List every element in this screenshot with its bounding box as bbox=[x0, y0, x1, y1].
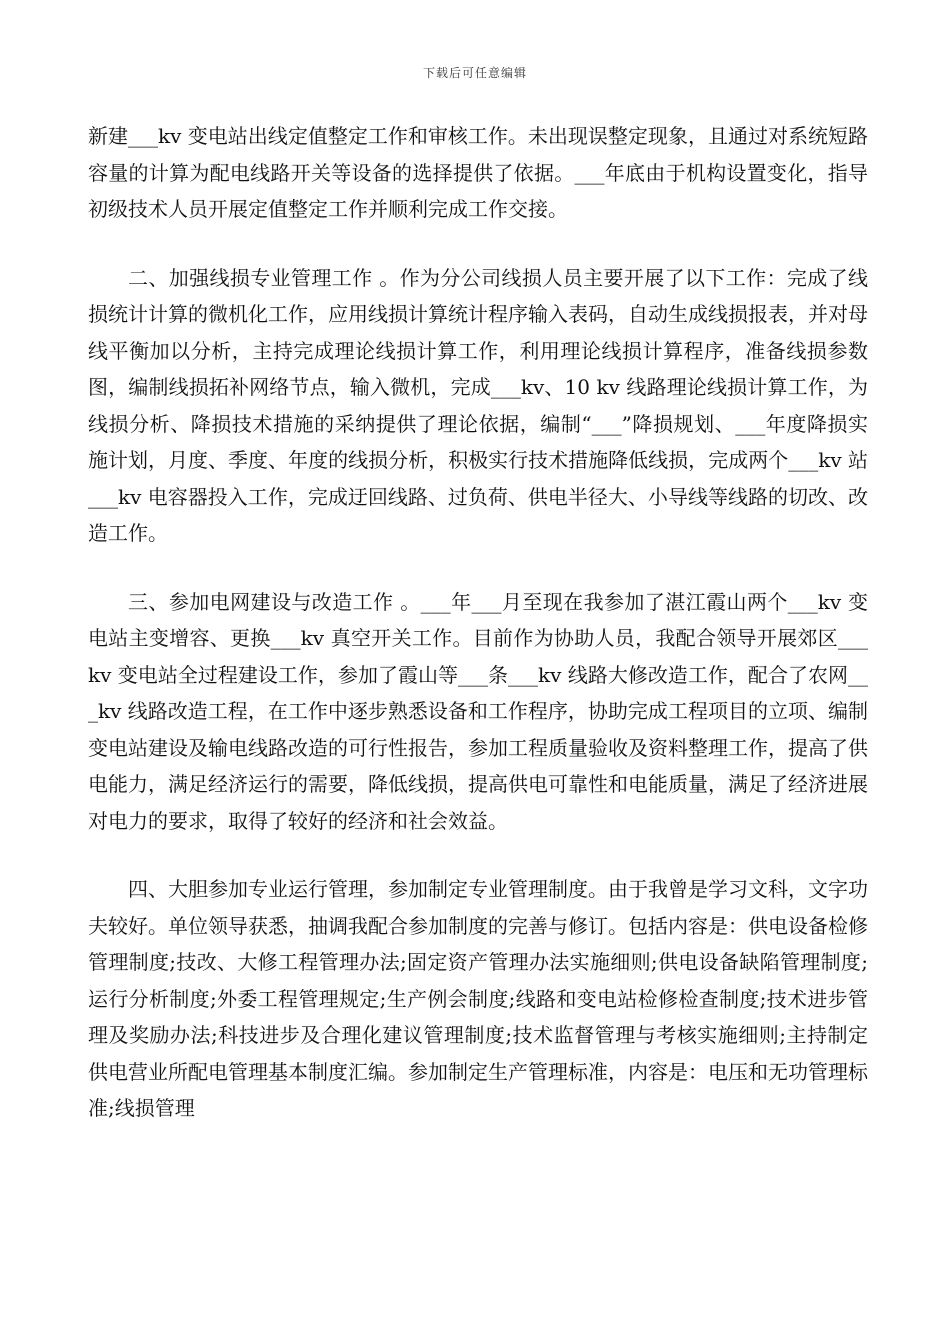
paragraph-line-loss: 二、加强线损专业管理工作 。作为分公司线损人员主要开展了以下工作：完成了线损统计计算的微机化工作，应用线损计算统计程序输入表码，自动生成线损报表，并对母线平衡加以分析，主持完成理论线损计算工作，利用理论线损计算程序，准备线损参数图，编制线损拓补网络节点，输入微机，完成___kv、10 kv 线路理论线损计算工作，为线损分析、降损技术措施的采纳提供了理论依据，编制“___”降损规划、___年度降损实施计划，月度、季度、年度的线损分析，积极实行技术措施降低线损，完成两个___kv 站___kv 电容器投入工作，完成迂回线路、过负荷、供电半径大、小导线等线路的切改、改造工作。 bbox=[88, 265, 868, 545]
paragraph-management-rules: 四、大胆参加专业运行管理，参加制定专业管理制度。由于我曾是学习文科，文字功夫较好。单位领导获悉，抽调我配合参加制度的完善与修订。包括内容是：供电设备检修管理制度;技改、大修工程管理办法;固定资产管理办法实施细则;供电设备缺陷管理制度;运行分析制度;外委工程管理规定;生产例会制度;线路和变电站检修检查制度;技术进步管理及奖励办法;科技进步及合理化建议管理制度;技术监督管理与考核实施细则;主持制定供电营业所配电管理基本制度汇编。参加制定生产管理标准，内容是：电压和无功管理标准;线损管理 bbox=[88, 877, 868, 1120]
paragraph-1: 新建___kv 变电站出线定值整定工作和审核工作。未出现误整定现象，且通过对系统短路容量的计算为配电线路开关等设备的选择提供了依据。___年底由于机构设置变化，指导初级技术人员开展定值整定工作并顺利完成工作交接。 bbox=[88, 124, 868, 221]
paragraph-grid-construction: 三、参加电网建设与改造工作 。___年___月至现在我参加了湛江霞山两个___kv 变电站主变增容、更换___kv 真空开关工作。目前作为协助人员，我配合领导开展郊区___kv 变电站全过程建设工作，参加了霞山等___条___kv 线路大修改造工作，配合了农网___kv 线路改造工程，在工作中逐步熟悉设备和工作程序，协助完成工程项目的立项、编制变电站建设及输电线路改造的可行性报告，参加工程质量验收及资料整理工作，提高了供电能力，满足经济运行的需要，降低线损，提高供电可靠性和电能质量，满足了经济进展对电力的要求，取得了较好的经济和社会效益。 bbox=[88, 589, 868, 833]
document-body bbox=[88, 118, 868, 1127]
page-header: 下载后可任意编辑 bbox=[422, 66, 527, 80]
